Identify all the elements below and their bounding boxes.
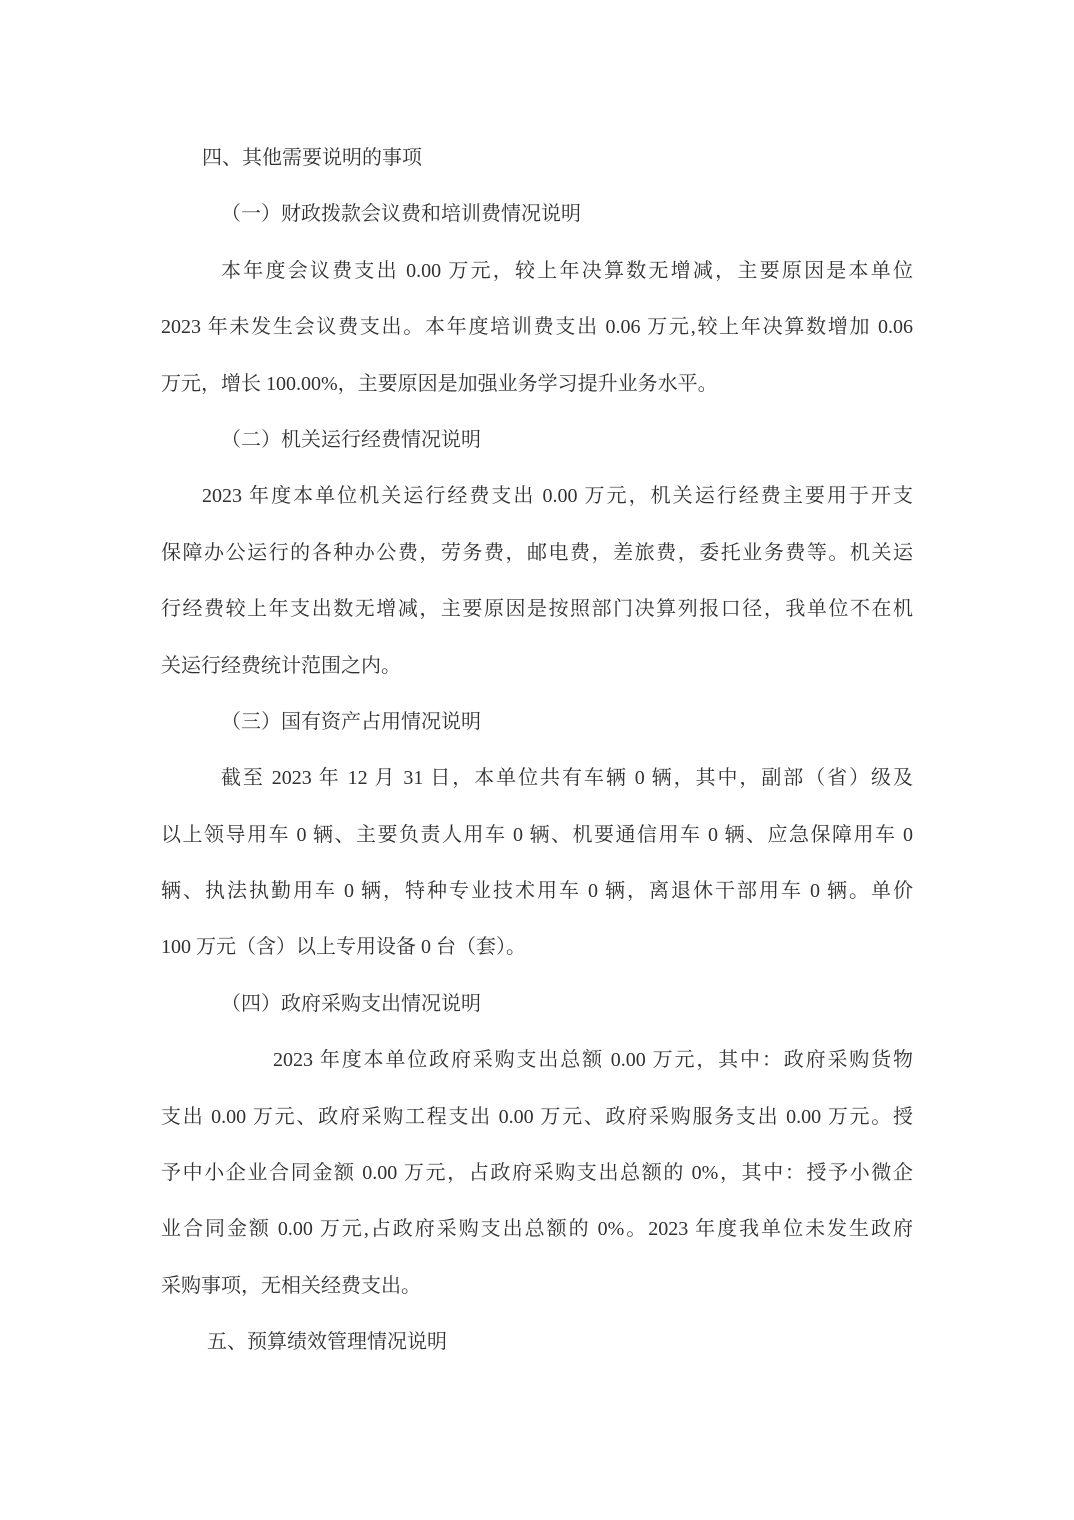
paragraph-line: 行经费较上年支出数无增减，主要原因是按照部门决算列报口径，我单位不在机 [161, 598, 913, 621]
paragraph-line: 以上领导用车 0 辆、主要负责人用车 0 辆、机要通信用车 0 辆、应急保障用车 0 [161, 823, 913, 846]
paragraph-line: 2023 年度本单位机关运行经费支出 0.00 万元，机关运行经费主要用于开支 [202, 485, 913, 508]
paragraph-line: 2023 年度本单位政府采购支出总额 0.00 万元，其中：政府采购货物 [273, 1049, 913, 1072]
paragraph-line: 万元，增长 100.00%，主要原因是加强业务学习提升业务水平。 [161, 372, 718, 395]
paragraph-line: 本年度会议费支出 0.00 万元，较上年决算数无增减，主要原因是本单位 [221, 259, 913, 282]
section-heading: 五、预算绩效管理情况说明 [207, 1331, 447, 1354]
paragraph-line: 业合同金额 0.00 万元,占政府采购支出总额的 0%。2023 年度我单位未发生政府 [161, 1218, 913, 1241]
paragraph-line: 予中小企业合同金额 0.00 万元，占政府采购支出总额的 0%，其中：授予小微企 [161, 1162, 913, 1185]
paragraph-line: 2023 年未发生会议费支出。本年度培训费支出 0.06 万元,较上年决算数增加 0.06 [161, 316, 913, 339]
paragraph-line: 关运行经费统计范围之内。 [161, 654, 401, 677]
paragraph-line: 支出 0.00 万元、政府采购工程支出 0.00 万元、政府采购服务支出 0.00 万元。授 [161, 1105, 913, 1128]
paragraph-line: 辆、执法执勤用车 0 辆，特种专业技术用车 0 辆，离退休干部用车 0 辆。单价 [161, 880, 913, 903]
paragraph-line: 100 万元（含）以上专用设备 0 台（套）。 [161, 936, 526, 959]
paragraph-line: 截至 2023 年 12 月 31 日，本单位共有车辆 0 辆，其中，副部（省）级及 [221, 767, 913, 790]
subsection-heading: （四）政府采购支出情况说明 [221, 992, 481, 1015]
subsection-heading: （三）国有资产占用情况说明 [221, 710, 481, 733]
paragraph-line: 采购事项，无相关经费支出。 [161, 1274, 421, 1297]
subsection-heading: （一）财政拨款会议费和培训费情况说明 [221, 203, 581, 226]
section-heading: 四、其他需要说明的事项 [202, 147, 422, 169]
subsection-heading: （二）机关运行经费情况说明 [221, 428, 481, 451]
paragraph-line: 保障办公运行的各种办公费，劳务费，邮电费，差旅费，委托业务费等。机关运 [161, 541, 913, 564]
